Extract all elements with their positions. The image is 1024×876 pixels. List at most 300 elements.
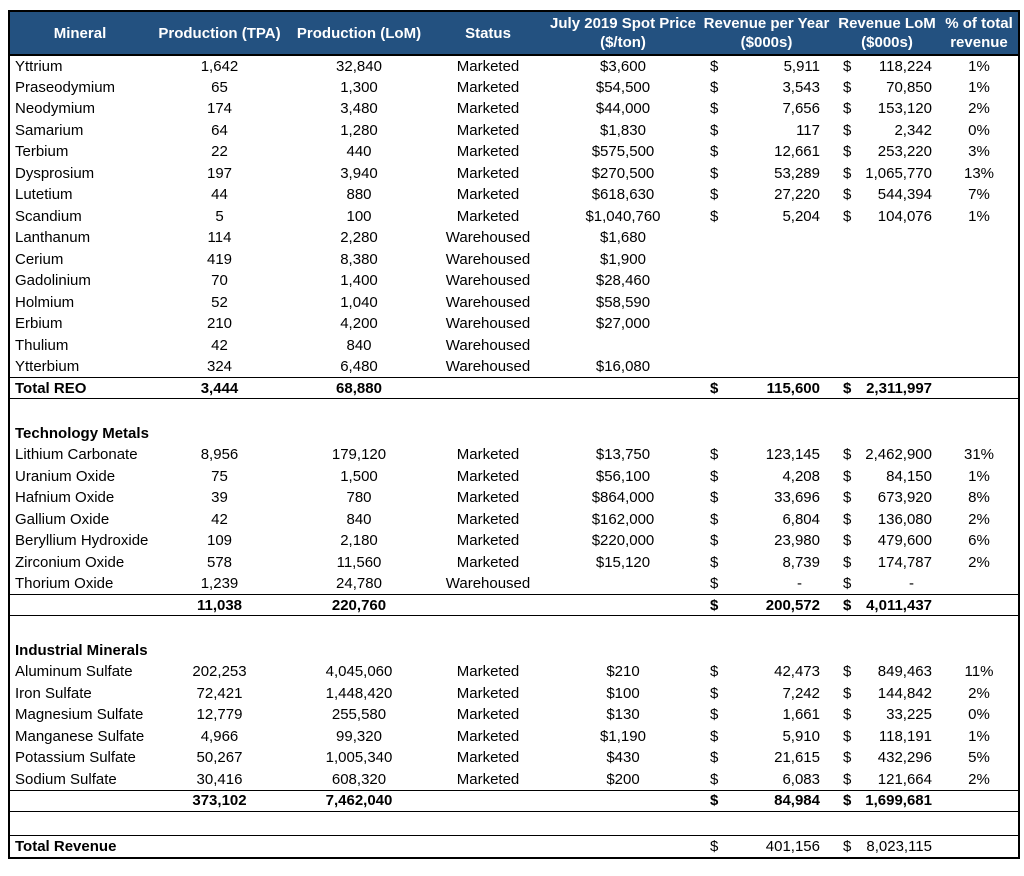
cell-production-tpa bbox=[150, 249, 289, 271]
dollar-sign: $ bbox=[843, 57, 852, 75]
status-value: Marketed bbox=[456, 663, 520, 681]
status-value: Warehoused bbox=[445, 358, 531, 375]
cell-spot-price bbox=[547, 249, 699, 271]
cell-revenue-lom bbox=[834, 184, 940, 206]
cell-production-lom bbox=[289, 811, 429, 835]
pct-total-value: 0% bbox=[968, 706, 990, 724]
production-lom-value: 2,280 bbox=[340, 229, 378, 247]
cell-revenue-lom bbox=[834, 790, 940, 811]
cell-spot-price bbox=[547, 206, 699, 228]
table-row bbox=[10, 747, 1018, 769]
table-row bbox=[10, 811, 1018, 835]
mineral-label: Total Revenue bbox=[15, 837, 117, 855]
production-lom-value: 4,200 bbox=[340, 315, 378, 333]
cell-production-lom bbox=[289, 683, 429, 705]
spot-price-value: $210 bbox=[606, 663, 640, 681]
cell-spot-price bbox=[547, 616, 699, 640]
cell-status bbox=[429, 335, 547, 357]
col-header-label: Mineral bbox=[53, 24, 107, 42]
revenue-year-value: 8,739 bbox=[782, 553, 820, 571]
cell-status bbox=[429, 487, 547, 509]
cell-revenue-year bbox=[699, 726, 834, 748]
cell-revenue-lom bbox=[834, 747, 940, 769]
status-value: Marketed bbox=[456, 446, 520, 464]
dollar-sign: $ bbox=[710, 121, 719, 139]
cell-production-tpa bbox=[150, 335, 289, 357]
mineral-label: Gallium Oxide bbox=[15, 510, 110, 528]
cell-pct-total bbox=[940, 811, 1018, 835]
cell-spot-price bbox=[547, 292, 699, 314]
table-body bbox=[10, 55, 1018, 857]
cell-status bbox=[429, 356, 547, 378]
cell-revenue-lom bbox=[834, 704, 940, 726]
revenue-lom-value: 118,224 bbox=[878, 57, 932, 75]
cell-revenue-lom bbox=[834, 835, 940, 857]
revenue-lom-value: 2,311,997 bbox=[866, 379, 932, 397]
cell-production-lom bbox=[289, 573, 429, 595]
revenue-year-value: 27,220 bbox=[774, 186, 820, 204]
revenue-lom-value: 432,296 bbox=[877, 749, 932, 767]
spot-price-value: $28,460 bbox=[595, 272, 651, 290]
cell-production-tpa bbox=[150, 595, 289, 616]
dollar-sign: $ bbox=[843, 575, 852, 592]
mineral-label: Terbium bbox=[15, 143, 69, 161]
table-row bbox=[10, 640, 1018, 662]
mineral-label: Beryllium Hydroxide bbox=[15, 532, 149, 550]
cell-revenue-year bbox=[699, 313, 834, 335]
cell-production-tpa bbox=[150, 55, 289, 77]
cell-production-tpa bbox=[150, 661, 289, 683]
mineral-label: Total REO bbox=[15, 379, 87, 397]
status-value: Marketed bbox=[456, 121, 520, 139]
dollar-sign: $ bbox=[710, 510, 719, 528]
table-row bbox=[10, 835, 1018, 857]
cell-spot-price bbox=[547, 466, 699, 488]
cell-production-tpa bbox=[150, 270, 289, 292]
production-tpa-value: 8,956 bbox=[200, 446, 239, 464]
dollar-sign: $ bbox=[843, 706, 852, 724]
cell-status bbox=[429, 444, 547, 466]
cell-status bbox=[429, 98, 547, 120]
cell-revenue-year bbox=[699, 184, 834, 206]
cell-status bbox=[429, 811, 547, 835]
cell-production-tpa bbox=[150, 769, 289, 791]
production-tpa-value: 70 bbox=[211, 272, 228, 290]
cell-production-lom bbox=[289, 356, 429, 378]
cell-pct-total bbox=[940, 726, 1018, 748]
cell-revenue-year bbox=[699, 444, 834, 466]
spot-price-value: $618,630 bbox=[591, 186, 655, 204]
cell-production-lom bbox=[289, 661, 429, 683]
cell-revenue-year bbox=[699, 378, 834, 399]
cell-spot-price bbox=[547, 790, 699, 811]
dollar-sign: $ bbox=[710, 575, 719, 592]
cell-spot-price bbox=[547, 313, 699, 335]
mineral-revenue-table bbox=[8, 10, 1020, 859]
cell-revenue-year bbox=[699, 423, 834, 445]
revenue-lom-value: 849,463 bbox=[877, 663, 932, 681]
revenue-lom-value: - bbox=[909, 575, 914, 592]
cell-status bbox=[429, 184, 547, 206]
cell-status bbox=[429, 206, 547, 228]
cell-revenue-lom bbox=[834, 77, 940, 99]
cell-production-tpa bbox=[150, 163, 289, 185]
revenue-lom-value: 118,191 bbox=[878, 727, 932, 745]
dollar-sign: $ bbox=[710, 100, 719, 118]
cell-status bbox=[429, 163, 547, 185]
mineral-label: Yttrium bbox=[15, 57, 63, 75]
cell-spot-price bbox=[547, 335, 699, 357]
cell-spot-price bbox=[547, 552, 699, 574]
cell-production-lom bbox=[289, 466, 429, 488]
pct-total-value: 1% bbox=[968, 57, 990, 75]
cell-revenue-year bbox=[699, 616, 834, 640]
dollar-sign: $ bbox=[710, 489, 719, 507]
cell-status bbox=[429, 227, 547, 249]
dollar-sign: $ bbox=[843, 143, 852, 161]
cell-spot-price bbox=[547, 683, 699, 705]
status-value: Warehoused bbox=[445, 293, 531, 311]
cell-production-tpa bbox=[150, 509, 289, 531]
cell-revenue-year bbox=[699, 77, 834, 99]
cell-spot-price bbox=[547, 423, 699, 445]
table-row bbox=[10, 487, 1018, 509]
spot-price-value: $220,000 bbox=[591, 532, 655, 550]
dollar-sign: $ bbox=[710, 727, 719, 745]
cell-revenue-lom bbox=[834, 726, 940, 748]
revenue-lom-value: 479,600 bbox=[877, 532, 932, 550]
pct-total-value: 13% bbox=[963, 164, 995, 182]
col-header-status bbox=[429, 12, 547, 55]
mineral-label: Lanthanum bbox=[15, 229, 91, 247]
cell-pct-total bbox=[940, 55, 1018, 77]
pct-total-value: 1% bbox=[968, 727, 990, 745]
cell-mineral bbox=[10, 530, 150, 552]
production-tpa-value: 75 bbox=[211, 467, 228, 485]
cell-mineral bbox=[10, 704, 150, 726]
cell-status bbox=[429, 423, 547, 445]
cell-revenue-lom bbox=[834, 98, 940, 120]
cell-mineral bbox=[10, 466, 150, 488]
cell-status bbox=[429, 55, 547, 77]
spot-price-value: $3,600 bbox=[600, 57, 646, 75]
cell-spot-price bbox=[547, 661, 699, 683]
cell-mineral bbox=[10, 640, 150, 662]
dollar-sign: $ bbox=[843, 78, 852, 96]
cell-revenue-year bbox=[699, 487, 834, 509]
cell-revenue-lom bbox=[834, 292, 940, 314]
cell-status bbox=[429, 747, 547, 769]
revenue-year-value: 12,661 bbox=[774, 143, 820, 161]
cell-production-lom bbox=[289, 726, 429, 748]
cell-spot-price bbox=[547, 726, 699, 748]
production-lom-value: 99,320 bbox=[336, 727, 382, 745]
cell-production-lom bbox=[289, 313, 429, 335]
revenue-year-value: 5,910 bbox=[782, 727, 820, 745]
production-lom-value: 840 bbox=[346, 336, 372, 354]
cell-production-tpa bbox=[150, 573, 289, 595]
mineral-label: Gadolinium bbox=[15, 272, 91, 290]
cell-status bbox=[429, 661, 547, 683]
cell-production-lom bbox=[289, 184, 429, 206]
cell-mineral bbox=[10, 811, 150, 835]
table-row bbox=[10, 616, 1018, 640]
cell-spot-price bbox=[547, 270, 699, 292]
col-header-label: July 2019 Spot Price bbox=[550, 15, 696, 32]
revenue-lom-value: 104,076 bbox=[877, 207, 932, 225]
cell-production-lom bbox=[289, 141, 429, 163]
dollar-sign: $ bbox=[843, 164, 852, 182]
cell-production-tpa bbox=[150, 704, 289, 726]
production-lom-value: 840 bbox=[346, 510, 372, 528]
revenue-year-value: 200,572 bbox=[765, 596, 820, 614]
table-row bbox=[10, 595, 1018, 616]
cell-revenue-lom bbox=[834, 573, 940, 595]
cell-revenue-year bbox=[699, 206, 834, 228]
cell-mineral bbox=[10, 769, 150, 791]
cell-production-lom bbox=[289, 444, 429, 466]
pct-total-value: 1% bbox=[968, 207, 990, 225]
cell-status bbox=[429, 77, 547, 99]
spot-price-value: $44,000 bbox=[595, 100, 651, 118]
cell-production-lom bbox=[289, 790, 429, 811]
dollar-sign: $ bbox=[710, 164, 719, 182]
status-value: Warehoused bbox=[445, 272, 531, 290]
production-lom-value: 1,448,420 bbox=[325, 684, 393, 702]
status-value: Warehoused bbox=[445, 229, 531, 247]
cell-revenue-year bbox=[699, 270, 834, 292]
revenue-lom-value: 2,462,900 bbox=[865, 446, 932, 464]
cell-mineral bbox=[10, 77, 150, 99]
dollar-sign: $ bbox=[710, 792, 719, 809]
revenue-year-value: 115,600 bbox=[766, 379, 820, 397]
cell-pct-total bbox=[940, 640, 1018, 662]
table-row bbox=[10, 77, 1018, 99]
status-value: Warehoused bbox=[445, 250, 531, 268]
table-row bbox=[10, 509, 1018, 531]
cell-pct-total bbox=[940, 141, 1018, 163]
cell-production-tpa bbox=[150, 726, 289, 748]
mineral-label: Neodymium bbox=[15, 100, 96, 118]
production-tpa-value: 324 bbox=[206, 358, 233, 375]
production-lom-value: 4,045,060 bbox=[325, 663, 393, 681]
production-lom-value: 1,040 bbox=[340, 293, 378, 311]
cell-status bbox=[429, 509, 547, 531]
dollar-sign: $ bbox=[710, 837, 719, 855]
cell-status bbox=[429, 726, 547, 748]
status-value: Marketed bbox=[456, 467, 520, 485]
cell-pct-total bbox=[940, 747, 1018, 769]
cell-production-tpa bbox=[150, 466, 289, 488]
table-row bbox=[10, 466, 1018, 488]
cell-production-tpa bbox=[150, 790, 289, 811]
cell-revenue-year bbox=[699, 595, 834, 616]
dollar-sign: $ bbox=[710, 207, 719, 225]
cell-revenue-lom bbox=[834, 811, 940, 835]
cell-revenue-year bbox=[699, 835, 834, 857]
status-value: Warehoused bbox=[445, 315, 531, 333]
revenue-year-value: 123,145 bbox=[765, 446, 820, 464]
cell-production-lom bbox=[289, 120, 429, 142]
dollar-sign: $ bbox=[843, 121, 852, 139]
production-tpa-value: 72,421 bbox=[196, 684, 243, 702]
cell-revenue-lom bbox=[834, 270, 940, 292]
cell-production-lom bbox=[289, 423, 429, 445]
dollar-sign: $ bbox=[710, 78, 719, 96]
spreadsheet-table bbox=[10, 12, 1018, 857]
mineral-label: Industrial Minerals bbox=[15, 641, 148, 659]
cell-spot-price bbox=[547, 184, 699, 206]
pct-total-value: 2% bbox=[968, 100, 990, 118]
revenue-lom-value: 174,787 bbox=[877, 553, 932, 571]
cell-status bbox=[429, 313, 547, 335]
cell-mineral bbox=[10, 509, 150, 531]
cell-mineral bbox=[10, 378, 150, 399]
cell-pct-total bbox=[940, 661, 1018, 683]
dollar-sign: $ bbox=[843, 792, 852, 809]
production-tpa-value: 419 bbox=[206, 250, 233, 268]
spot-price-value: $56,100 bbox=[595, 467, 651, 485]
pct-total-value: 3% bbox=[968, 143, 990, 161]
cell-pct-total bbox=[940, 120, 1018, 142]
status-value: Marketed bbox=[456, 143, 520, 161]
pct-total-value: 2% bbox=[968, 553, 990, 571]
table-row bbox=[10, 206, 1018, 228]
revenue-lom-value: 8,023,115 bbox=[866, 837, 932, 855]
production-lom-value: 32,840 bbox=[336, 57, 382, 75]
pct-total-value: 2% bbox=[968, 510, 990, 528]
table-row bbox=[10, 704, 1018, 726]
cell-production-tpa bbox=[150, 141, 289, 163]
cell-production-tpa bbox=[150, 292, 289, 314]
cell-pct-total bbox=[940, 835, 1018, 857]
dollar-sign: $ bbox=[710, 446, 719, 464]
cell-production-tpa bbox=[150, 487, 289, 509]
cell-mineral bbox=[10, 120, 150, 142]
production-lom-value: 3,940 bbox=[340, 164, 378, 182]
production-lom-value: 780 bbox=[346, 489, 372, 507]
pct-total-value: 11% bbox=[964, 663, 994, 681]
production-tpa-value: 174 bbox=[206, 100, 233, 118]
production-tpa-value: 373,102 bbox=[192, 792, 247, 809]
spot-price-value: $15,120 bbox=[595, 553, 651, 571]
table-row bbox=[10, 120, 1018, 142]
cell-spot-price bbox=[547, 640, 699, 662]
table-header bbox=[10, 12, 1018, 55]
cell-spot-price bbox=[547, 509, 699, 531]
cell-mineral bbox=[10, 356, 150, 378]
cell-production-lom bbox=[289, 98, 429, 120]
revenue-year-value: 117 bbox=[796, 121, 820, 139]
cell-status bbox=[429, 530, 547, 552]
revenue-year-value: 21,615 bbox=[774, 749, 820, 767]
mineral-label: Technology Metals bbox=[15, 424, 149, 442]
col-header-revenue-lom: Revenue LoM ($000s) bbox=[834, 12, 940, 55]
revenue-lom-value: 33,225 bbox=[886, 706, 932, 724]
production-lom-value: 220,760 bbox=[331, 596, 387, 614]
cell-mineral bbox=[10, 249, 150, 271]
cell-status bbox=[429, 552, 547, 574]
cell-pct-total bbox=[940, 249, 1018, 271]
status-value: Marketed bbox=[456, 749, 520, 767]
production-tpa-value: 64 bbox=[211, 121, 228, 139]
cell-production-tpa bbox=[150, 206, 289, 228]
cell-production-tpa bbox=[150, 640, 289, 662]
cell-production-lom bbox=[289, 552, 429, 574]
pct-total-value: 2% bbox=[968, 684, 990, 702]
table-row bbox=[10, 98, 1018, 120]
cell-mineral bbox=[10, 726, 150, 748]
cell-revenue-lom bbox=[834, 530, 940, 552]
cell-production-tpa bbox=[150, 356, 289, 378]
spot-price-value: $100 bbox=[606, 684, 640, 702]
cell-pct-total bbox=[940, 270, 1018, 292]
cell-production-lom bbox=[289, 335, 429, 357]
revenue-year-value: 5,911 bbox=[783, 57, 820, 75]
mineral-label: Hafnium Oxide bbox=[15, 489, 115, 507]
mineral-label: Aluminum Sulfate bbox=[15, 663, 133, 681]
col-header-label: % of total bbox=[945, 15, 1013, 32]
cell-spot-price bbox=[547, 530, 699, 552]
cell-mineral bbox=[10, 313, 150, 335]
cell-spot-price bbox=[547, 98, 699, 120]
cell-production-tpa bbox=[150, 423, 289, 445]
dollar-sign: $ bbox=[710, 467, 719, 485]
dollar-sign: $ bbox=[843, 489, 852, 507]
dollar-sign: $ bbox=[710, 57, 719, 75]
mineral-label: Holmium bbox=[15, 293, 75, 311]
spot-price-value: $1,190 bbox=[600, 727, 646, 745]
pct-total-value: 0% bbox=[968, 121, 990, 139]
col-header-production-tpa bbox=[150, 12, 289, 55]
production-lom-value: 11,560 bbox=[336, 553, 382, 571]
cell-production-tpa bbox=[150, 530, 289, 552]
cell-production-lom bbox=[289, 487, 429, 509]
status-value: Marketed bbox=[456, 706, 520, 724]
cell-pct-total bbox=[940, 704, 1018, 726]
production-lom-value: 880 bbox=[346, 186, 372, 204]
production-tpa-value: 4,966 bbox=[200, 727, 239, 745]
revenue-year-value: 6,083 bbox=[782, 770, 820, 788]
table-row bbox=[10, 444, 1018, 466]
cell-revenue-year bbox=[699, 141, 834, 163]
cell-revenue-year bbox=[699, 292, 834, 314]
production-tpa-value: 44 bbox=[211, 186, 228, 204]
production-lom-value: 1,005,340 bbox=[325, 749, 393, 767]
cell-revenue-year bbox=[699, 120, 834, 142]
dollar-sign: $ bbox=[843, 663, 852, 681]
status-value: Marketed bbox=[456, 553, 520, 571]
production-lom-value: 1,500 bbox=[340, 467, 378, 485]
cell-status bbox=[429, 270, 547, 292]
dollar-sign: $ bbox=[843, 510, 852, 528]
mineral-label: Ytterbium bbox=[15, 358, 80, 375]
mineral-label: Thorium Oxide bbox=[15, 575, 114, 592]
dollar-sign: $ bbox=[710, 532, 719, 550]
revenue-year-value: - bbox=[797, 575, 802, 592]
mineral-label: Manganese Sulfate bbox=[15, 727, 145, 745]
cell-revenue-year bbox=[699, 356, 834, 378]
cell-mineral bbox=[10, 55, 150, 77]
col-header-revenue-year: Revenue per Year ($000s) bbox=[699, 12, 834, 55]
cell-revenue-year bbox=[699, 573, 834, 595]
status-value: Marketed bbox=[456, 57, 520, 75]
dollar-sign: $ bbox=[710, 749, 719, 767]
cell-mineral bbox=[10, 335, 150, 357]
production-lom-value: 608,320 bbox=[331, 770, 387, 788]
cell-production-lom bbox=[289, 509, 429, 531]
table-row bbox=[10, 356, 1018, 378]
